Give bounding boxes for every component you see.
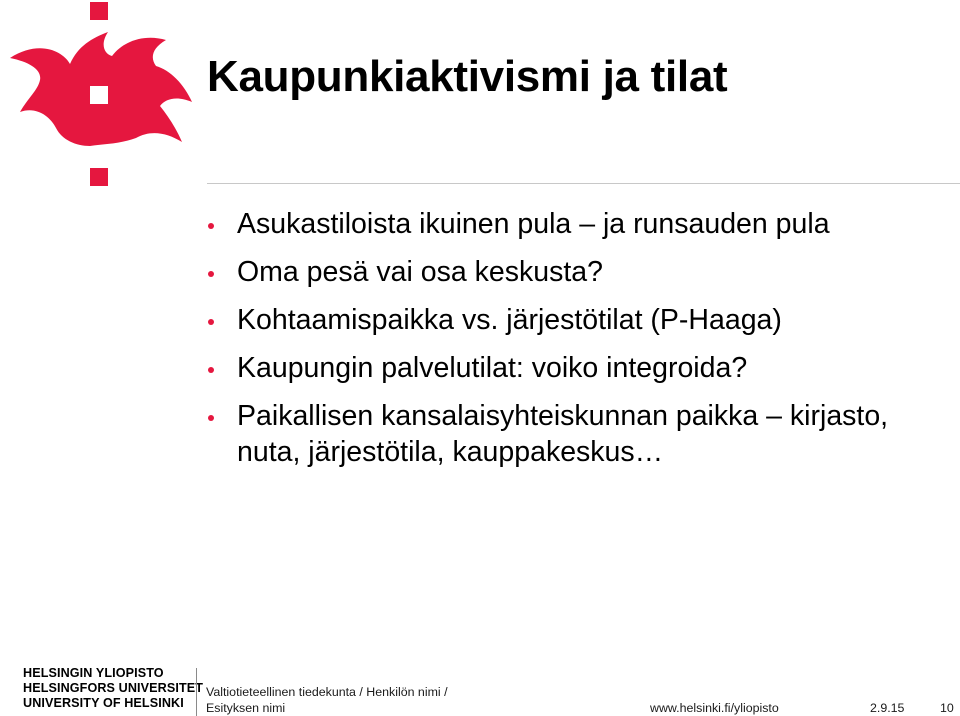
title-divider: [207, 183, 960, 184]
footer-separator: [196, 668, 197, 716]
bullet-item: Asukastiloista ikuinen pula – ja runsauden pula: [207, 206, 952, 242]
university-name-en: UNIVERSITY OF HELSINKI: [23, 696, 184, 710]
bullet-item: Kaupungin palvelutilat: voiko integroida?: [207, 350, 952, 386]
footer-page-number: 10: [940, 701, 954, 715]
university-name-fi: HELSINGIN YLIOPISTO: [23, 666, 164, 680]
helsinki-flame-logo-icon: [0, 0, 200, 190]
slide-title: Kaupunkiaktivismi ja tilat: [207, 52, 728, 101]
bullet-item: Paikallisen kansalaisyhteiskunnan paikka – kirjasto, nuta, järjestötila, kauppakeskus…: [207, 398, 952, 470]
footer-url: www.helsinki.fi/yliopisto: [650, 701, 779, 715]
footer-presentation-name: Esityksen nimi: [206, 701, 286, 715]
university-wordmark: [23, 666, 203, 711]
bullet-item: Kohtaamispaikka vs. järjestötilat (P-Haaga): [207, 302, 952, 338]
footer-date: 2.9.15: [870, 701, 905, 715]
footer-faculty: Valtiotieteellinen tiedekunta / Henkilön nimi /: [206, 685, 448, 699]
bullet-list: [207, 206, 952, 482]
bullet-item: Oma pesä vai osa keskusta?: [207, 254, 952, 290]
university-name-sv: HELSINGFORS UNIVERSITET: [23, 681, 204, 695]
